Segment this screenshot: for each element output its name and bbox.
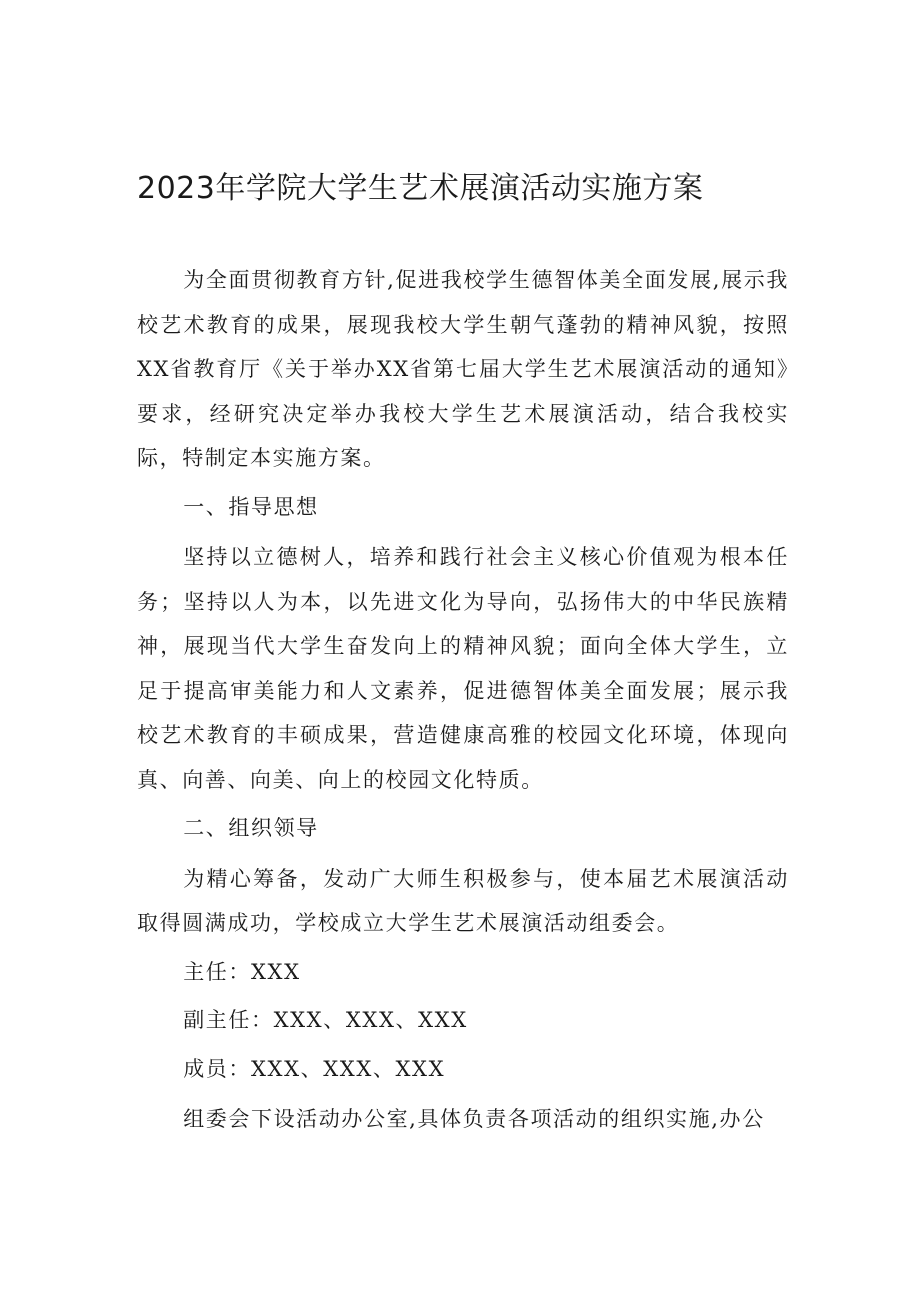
organization-paragraph: 为精心筹备，发动广大师生积极参与，使本届艺术展演活动取得圆满成功，学校成立大学生艺术展演活动组委会。 [137,866,789,935]
committee-deputy-director: 副主任：XXX、XXX、XXX [183,1008,468,1032]
committee-members: 成员：XXX、XXX、XXX [183,1056,446,1081]
office-paragraph: 组委会下设活动办公室,具体负责各项活动的组织实施,办公 [183,1107,765,1131]
committee-director: 主任：XXX [183,959,301,984]
section-heading-organization: 二、组织领导 [183,816,319,840]
guiding-ideology-paragraph: 坚持以立德树人，培养和践行社会主义核心价值观为根本任务；坚持以人为本，以先进文化为导向，弘扬伟大的中华民族精神，展现当代大学生奋发向上的精神风貌；面向全体大学生，立足于提高审美能力和人文素养，促进德智体美全面发展；展示我校艺术教育的丰硕成果，营造健康高雅的校园文化环境，体现向真、向善、向美、向上的校园文化特质。 [137,545,789,792]
intro-paragraph: 为全面贯彻教育方针,促进我校学生德智体美全面发展,展示我校艺术教育的成果，展现我校大学生朝气蓬勃的精神风貌，按照XX省教育厅《关于举办XX省第七届大学生艺术展演活动的通知》要求，经研究决定举办我校大学生艺术展演活动，结合我校实际，特制定本实施方案。 [137,268,789,470]
document-title: 2023年学院大学生艺术展演活动实施方案 [137,171,704,206]
section-heading-guiding-ideology: 一、指导思想 [183,494,319,519]
document-body [137,258,789,1142]
